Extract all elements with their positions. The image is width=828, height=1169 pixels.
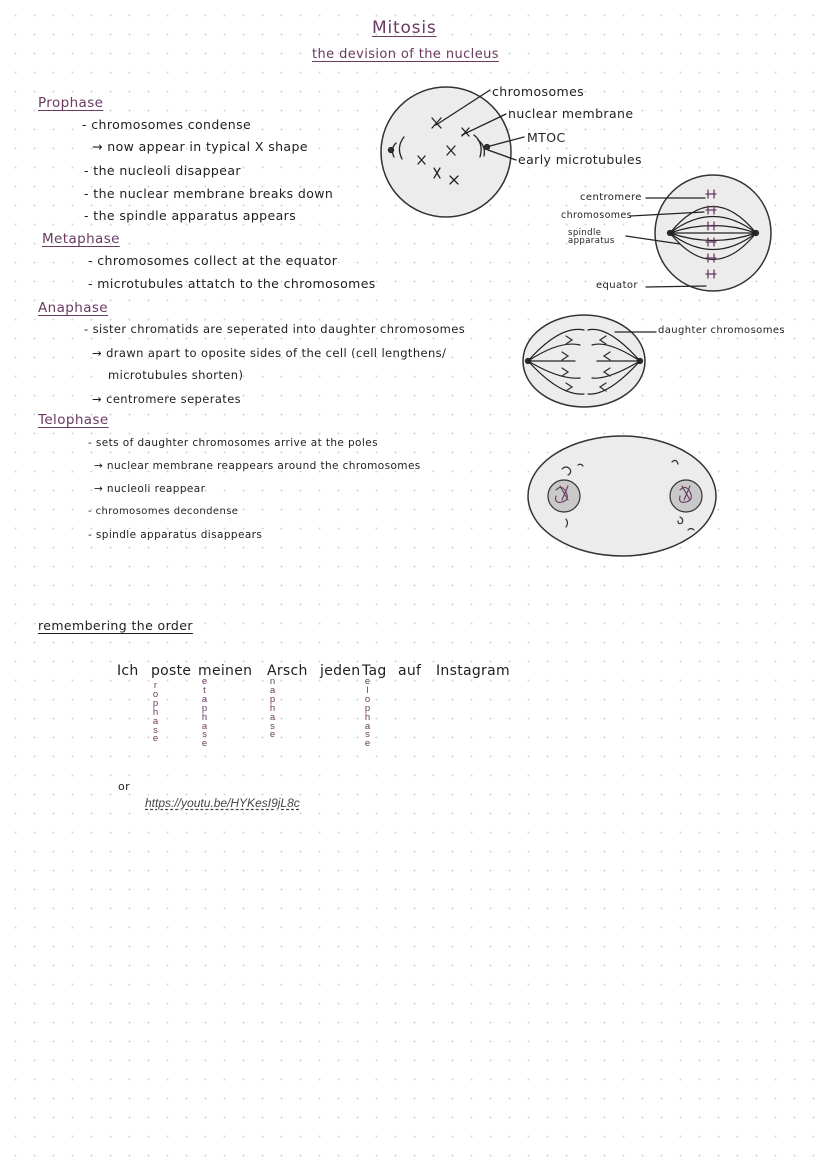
anaphase-line: microtubules shorten) bbox=[108, 368, 244, 382]
vertical-word-telophase bbox=[363, 678, 372, 749]
label-early-microtubules: early microtubules bbox=[518, 152, 642, 167]
youtube-link[interactable]: https://youtu.be/HYKesI9jL8c bbox=[145, 796, 300, 810]
vertical-word-metaphase bbox=[200, 678, 209, 749]
metaphase-line: - chromosomes collect at the equator bbox=[88, 253, 338, 268]
or-label: or bbox=[118, 780, 131, 793]
mnemonic-word: meinen bbox=[198, 663, 253, 679]
label-spindle-apparatus bbox=[568, 229, 615, 245]
mtoc-right bbox=[485, 145, 490, 150]
prophase-line: - chromosomes condense bbox=[82, 117, 252, 132]
vertical-letter: s bbox=[202, 729, 207, 741]
vertical-letter: e bbox=[201, 738, 208, 750]
label-daughter-chromosomes: daughter chromosomes bbox=[658, 325, 785, 336]
vertical-letter: h bbox=[269, 702, 276, 714]
label-apparatus: apparatus bbox=[568, 236, 615, 246]
anaphase-heading: Anaphase bbox=[38, 300, 109, 316]
page-title: Mitosis bbox=[372, 18, 437, 38]
vertical-letter: s bbox=[153, 724, 158, 736]
mnemonic-word: jeden bbox=[320, 663, 361, 679]
vertical-letter: r bbox=[153, 680, 158, 691]
anaphase-line: - sister chromatids are seperated into daughter chromosomes bbox=[84, 322, 466, 336]
vertical-letter: l bbox=[366, 684, 369, 696]
mnemonic-heading: remembering the order bbox=[38, 618, 193, 633]
label-nuclear-membrane: nuclear membrane bbox=[508, 106, 634, 121]
prophase-heading: Prophase bbox=[38, 95, 104, 111]
mnemonic-word: Ich bbox=[117, 663, 139, 679]
vertical-letter: a bbox=[201, 693, 208, 705]
telophase-line: - spindle apparatus disappears bbox=[88, 529, 263, 541]
anaphase-line: → drawn apart to oposite sides of the cell (cell lengthens/ bbox=[92, 346, 447, 360]
label-spindle: spindle bbox=[568, 228, 602, 238]
vertical-letter: p bbox=[201, 702, 208, 714]
label-mtoc: MTOC bbox=[527, 130, 566, 145]
vertical-letter: e bbox=[364, 676, 371, 687]
prophase-line: - the spindle apparatus appears bbox=[84, 208, 297, 223]
vertical-letter: s bbox=[365, 729, 370, 741]
mnemonic-word: Tag bbox=[362, 663, 387, 679]
mnemonic-word: Arsch bbox=[267, 663, 308, 679]
mnemonic-word: Instagram bbox=[436, 663, 510, 679]
prophase-line: → now appear in typical X shape bbox=[92, 139, 308, 154]
vertical-letter: a bbox=[364, 720, 371, 732]
vertical-letter: p bbox=[152, 697, 159, 709]
vertical-letter: e bbox=[201, 676, 208, 687]
telophase-heading: Telophase bbox=[38, 412, 109, 428]
metaphase-heading: Metaphase bbox=[42, 231, 120, 247]
prophase-cell-outline bbox=[381, 87, 511, 217]
vertical-letter: e bbox=[364, 738, 371, 750]
telophase-line: → nucleoli reappear bbox=[94, 483, 206, 495]
vertical-word-prophase bbox=[151, 682, 160, 744]
anaphase-line: → centromere seperates bbox=[92, 392, 242, 406]
telophase-cell bbox=[528, 436, 716, 556]
vertical-letter: s bbox=[270, 720, 275, 732]
page-subtitle: the devision of the nucleus bbox=[312, 47, 499, 62]
vertical-letter: p bbox=[364, 702, 371, 714]
vertical-letter: p bbox=[269, 693, 276, 705]
telophase-line: - chromosomes decondense bbox=[88, 506, 239, 517]
anaphase-cell bbox=[523, 315, 656, 407]
vertical-letter: a bbox=[201, 720, 208, 732]
vertical-letter: h bbox=[152, 706, 159, 718]
label-chromosomes: chromosomes bbox=[492, 84, 585, 99]
vertical-letter: e bbox=[269, 729, 276, 741]
vertical-letter: a bbox=[269, 711, 276, 723]
metaphase-line: - microtubules attatch to the chromosomes bbox=[88, 276, 376, 291]
vertical-letter: n bbox=[269, 676, 276, 687]
vertical-letter: t bbox=[203, 684, 206, 696]
metaphase-cell bbox=[626, 175, 771, 291]
prophase-line: - the nucleoli disappear bbox=[84, 163, 241, 178]
telophase-line: - sets of daughter chromosomes arrive at the poles bbox=[88, 437, 378, 449]
label-chromosomes: chromosomes bbox=[561, 210, 633, 221]
vertical-letter: o bbox=[152, 688, 159, 700]
prophase-line: - the nuclear membrane breaks down bbox=[84, 186, 334, 201]
vertical-letter: h bbox=[201, 711, 208, 723]
label-centromere: centromere bbox=[580, 192, 642, 203]
telophase-line: → nuclear membrane reappears around the chromosomes bbox=[94, 460, 421, 472]
vertical-letter: e bbox=[152, 733, 159, 745]
mnemonic-word: auf bbox=[398, 663, 422, 679]
label-equator: equator bbox=[596, 280, 638, 291]
prophase-cell bbox=[381, 87, 524, 217]
vertical-letter: a bbox=[269, 684, 276, 696]
vertical-letter: h bbox=[364, 711, 371, 723]
vertical-word-anaphase bbox=[268, 678, 277, 740]
vertical-letter: o bbox=[364, 693, 371, 705]
vertical-letter: a bbox=[152, 715, 159, 727]
mnemonic-word: poste bbox=[151, 663, 192, 679]
